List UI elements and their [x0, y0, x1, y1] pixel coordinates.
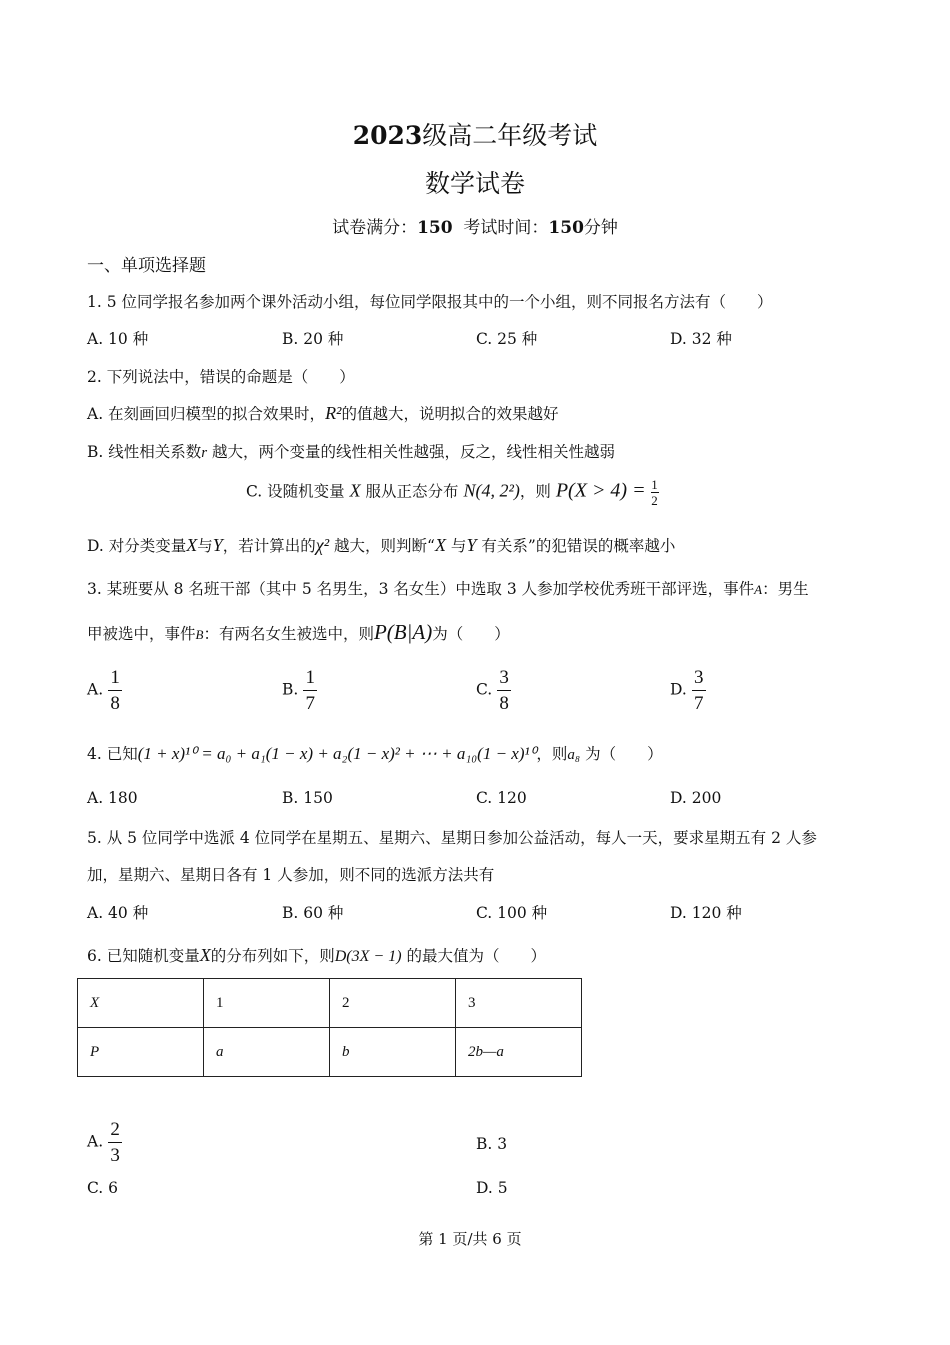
q4-option-d: D. 200 [670, 789, 722, 807]
q4-option-c: C. 120 [476, 789, 527, 807]
q2-option-c: C. 设随机变量 X 服从正态分布 N(4, 2²)，则 P(X > 4) = $\frac{1}{2}$ [246, 477, 658, 508]
normal-distribution: N(4, 2²) [463, 480, 520, 501]
q1-stem: 1. 5 位同学报名参加两个课外活动小组，每位同学限报其中的一个小组，则不同报名方法有（ ） [87, 293, 773, 311]
q4-option-a: A. 180 [87, 789, 138, 807]
q3-option-b: B. $\frac{1}{7}$ [282, 668, 317, 713]
q4-stem: 4. 已知(1 + x)¹⁰ = a₀ + a₁(1 − x) + a₂(1 − x)² + ⋯ + a₁₀(1 − x)¹⁰，则a₈ 为（ ） [87, 744, 663, 763]
q6-option-b: B. 3 [476, 1135, 508, 1153]
title-year: 2023 [352, 121, 423, 150]
exam-title [0, 116, 950, 152]
table-cell: b [330, 1028, 456, 1077]
q3-stem-line2: 甲被选中，事件B：有两名女生被选中，则P(B|A)为（ ） [87, 620, 510, 644]
q6-option-d: D. 5 [476, 1179, 508, 1197]
table-cell: 2b—a [456, 1028, 582, 1077]
page-number: 第 1 页/共 6 页 [418, 1230, 522, 1248]
section-heading: 一、单项选择题 [87, 256, 206, 276]
conditional-probability: P(B|A) [373, 620, 433, 644]
meta-time-unit: 分钟 [583, 218, 618, 238]
variance-expr: D(3X − 1) [334, 948, 402, 965]
title-text: 级高二年级考试 [422, 121, 598, 150]
q4-option-b: B. 150 [282, 789, 333, 807]
meta-full-value: 150 [417, 218, 453, 238]
q1-option-d: D. 32 种 [670, 330, 732, 348]
r-squared: R² [325, 403, 342, 423]
table-cell: X [78, 979, 204, 1028]
q3-stem-line1: 3. 某班要从 8 名班干部（其中 5 名男生，3 名女生）中选取 3 人参加学校优秀班干部评选，事件A：男生 [87, 580, 809, 598]
meta-time-value: 150 [548, 218, 584, 238]
table-cell: 2 [330, 979, 456, 1028]
q2-stem: 2. 下列说法中，错误的命题是（ ） [87, 368, 355, 386]
table-cell: 3 [456, 979, 582, 1028]
q5-option-a: A. 40 种 [87, 904, 149, 922]
fraction-one-half: $\frac{1}{2}$ [651, 477, 658, 508]
table-cell: a [204, 1028, 330, 1077]
exam-subtitle: 数学试卷 [424, 169, 525, 198]
meta-full-label: 试卷满分： [332, 218, 418, 238]
binomial-expansion: (1 + x)¹⁰ = a₀ + a₁(1 − x) + a₂(1 − x)² + ⋯ + a₁₀(1 − x)¹⁰ [137, 744, 537, 763]
q2-option-a: A. 在刻画回归模型的拟合效果时，R²的值越大，说明拟合的效果越好 [87, 403, 559, 423]
q5-option-c: C. 100 种 [476, 904, 548, 922]
q5-stem-line1: 5. 从 5 位同学中选派 4 位同学在星期五、星期六、星期日参加公益活动，每人一天，要求星期五有 2 人参 [87, 829, 817, 847]
meta-time-label: 考试时间： [463, 218, 549, 238]
exam-meta [0, 213, 950, 238]
table-cell: P [78, 1028, 204, 1077]
q5-option-d: D. 120 种 [670, 904, 742, 922]
r-symbol: r [201, 445, 208, 461]
q3-option-a: A. $\frac{1}{8}$ [87, 668, 122, 713]
table-row [78, 979, 582, 1028]
distribution-table [77, 978, 582, 1077]
probability-expr: P(X > 4) = [555, 479, 646, 502]
chi-squared: χ² [315, 535, 330, 555]
q2-option-d: D. 对分类变量X与Y，若计算出的χ² 越大，则判断“X 与Y 有关系”的犯错误的概率越小 [87, 535, 676, 555]
q1-option-a: A. 10 种 [87, 330, 149, 348]
table-cell: 1 [204, 979, 330, 1028]
q6-stem: 6. 已知随机变量X的分布列如下，则D(3X − 1) 的最大值为（ ） [87, 945, 546, 965]
q5-option-b: B. 60 种 [282, 904, 344, 922]
q3-option-c: C. $\frac{3}{8}$ [476, 668, 511, 713]
q2-option-b: B. 线性相关系数r 越大，两个变量的线性相关性越强，反之，线性相关性越弱 [87, 443, 616, 461]
q6-option-c: C. 6 [87, 1179, 119, 1197]
q5-stem-line2: 加，星期六、星期日各有 1 人参加，则不同的选派方法共有 [87, 866, 495, 884]
q3-option-d: D. $\frac{3}{7}$ [670, 668, 706, 713]
q6-option-a: A. $\frac{2}{3}$ [87, 1120, 122, 1165]
q1-option-b: B. 20 种 [282, 330, 344, 348]
q1-option-c: C. 25 种 [476, 330, 538, 348]
table-row [78, 1028, 582, 1077]
